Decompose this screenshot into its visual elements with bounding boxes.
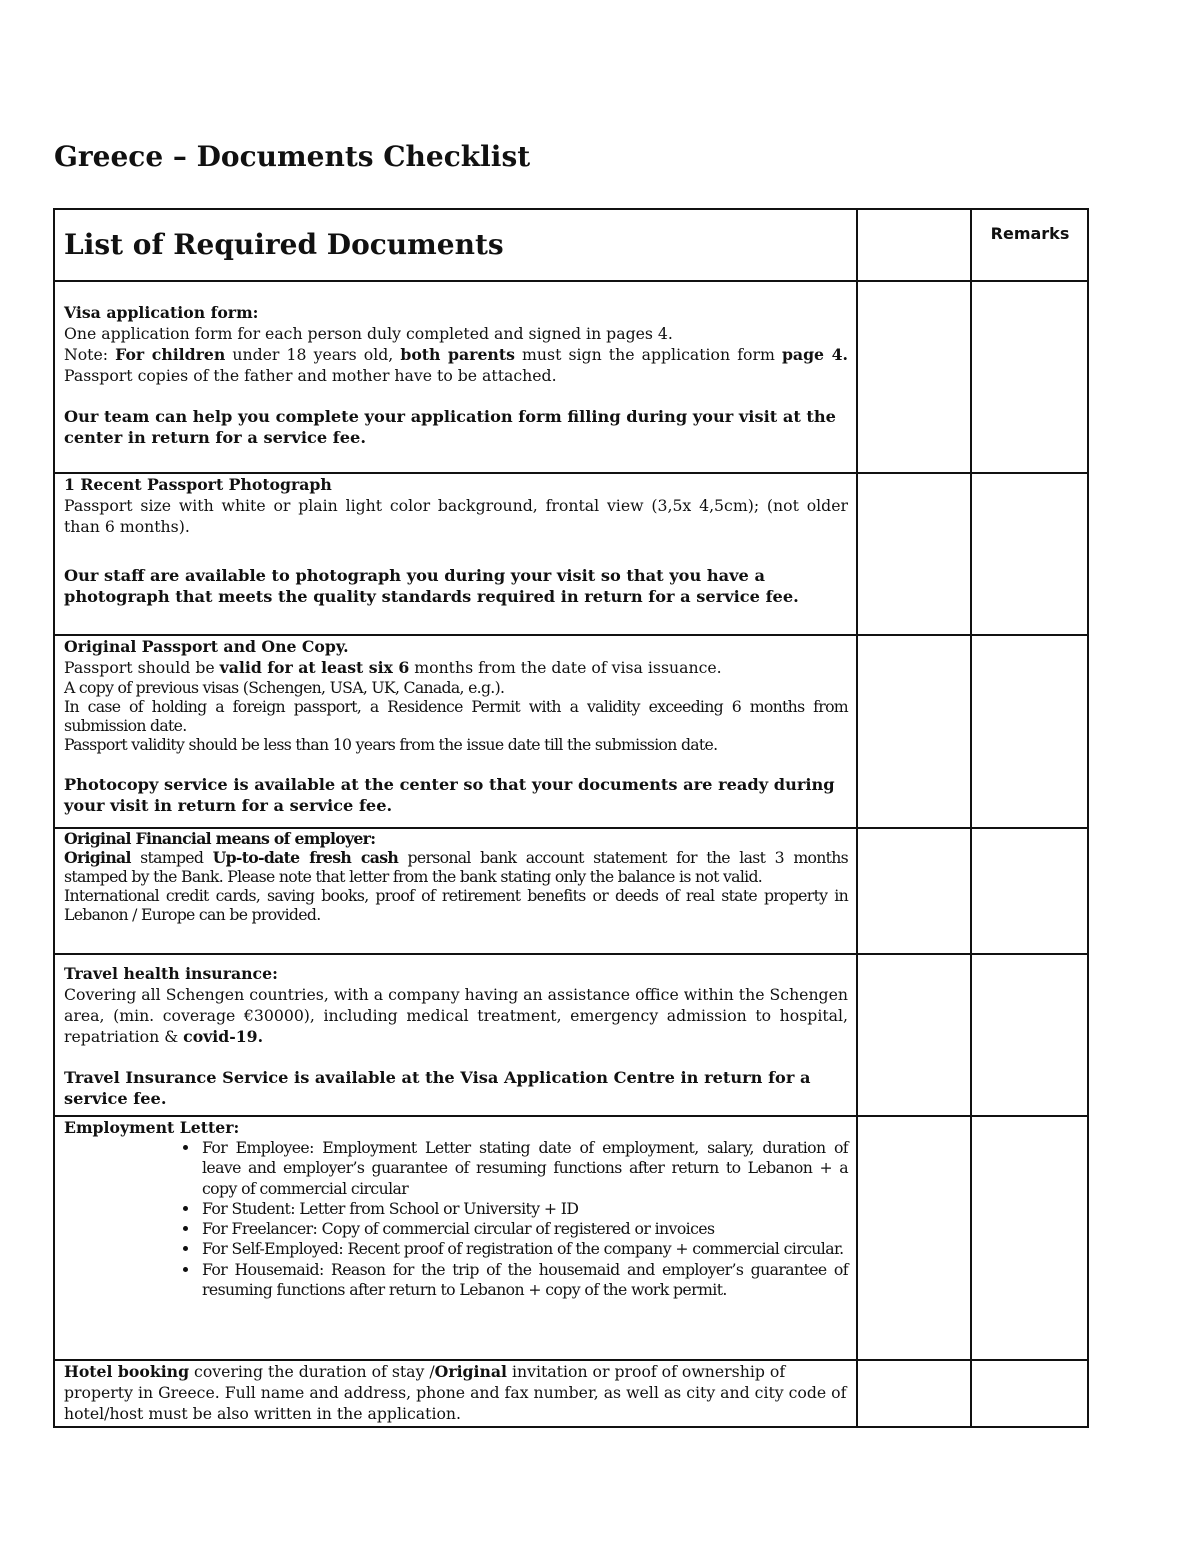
page-title: Greece – Documents Checklist [54,140,531,173]
table-row [54,954,1088,1116]
remarks-cell[interactable] [971,828,1088,954]
list-item: • For Employee: Employment Letter stating date of employment, salary, duration of leave and employer’s guarantee of resuming functions after return to Lebanon + a copy of commercial circular [200,1138,848,1199]
check-cell[interactable] [857,473,971,635]
insurance-item [54,954,857,1116]
check-cell[interactable] [857,1360,971,1427]
check-cell[interactable] [857,828,971,954]
remarks-column-header: Remarks [971,209,1088,281]
table-row [54,1360,1088,1427]
list-item: • For Student: Letter from School or University + ID [200,1199,848,1219]
item-note: Note: For children under 18 years old, both parents must sign the application form page 4. Passport copies of the father and mother have to be attached. [64,345,849,385]
list-item: • For Housemaid: Reason for the trip of the housemaid and employer’s guarantee of resuming functions after return to Lebanon + copy of the work permit. [200,1260,848,1301]
item-text: Covering all Schengen countries, with a company having an assistance office within the Schengen area, (min. coverage €30000), including medical treatment, emergency admission to hospital, repatriation & covid-19. [64,985,848,1046]
item-title: 1 Recent Passport Photograph [64,475,332,494]
check-cell[interactable] [857,281,971,473]
check-column-header [857,209,971,281]
item-text: One application form for each person duly completed and signed in pages 4. [64,324,673,343]
check-cell[interactable] [857,1116,971,1360]
photo-item [54,473,857,635]
employment-bullet-list [64,1138,848,1300]
passport-item [54,635,857,828]
service-note: Our team can help you complete your application form filling during your visit at the center in return for a service fee. [64,407,836,447]
remarks-cell[interactable] [971,281,1088,473]
list-item: • For Self-Employed: Recent proof of registration of the company + commercial circular. [200,1239,848,1259]
table-row [54,635,1088,828]
hotel-item [54,1360,857,1427]
item-text: Hotel booking covering the duration of stay /Original invitation or proof of ownership of property in Greece. Full name and address, phone and fax number, as well as city and city code of hotel/host must be also written in the application. [64,1362,847,1423]
item-title: Visa application form: [64,303,259,322]
table-row [54,473,1088,635]
employment-item [54,1116,857,1360]
item-text: Passport size with white or plain light color background, frontal view (3,5x 4,5cm); (not older than 6 months). [64,496,848,536]
documents-column-header: List of Required Documents [54,209,857,281]
item-text: International credit cards, saving books, proof of retirement benefits or deeds of real state property in Lebanon / Europe can be provided. [64,886,848,924]
item-text: A copy of previous visas (Schengen, USA, UK, Canada, e.g.). [64,678,505,697]
table-row [54,828,1088,954]
service-note: Travel Insurance Service is available at the Visa Application Centre in return for a service fee. [64,1068,811,1108]
item-text: Original stamped Up-to-date fresh cash personal bank account statement for the last 3 months stamped by the Bank. Please note that letter from the bank stating only the balance is not valid. [64,848,848,886]
service-note: Our staff are available to photograph you during your visit so that you have a photograph that meets the quality standards required in return for a service fee. [64,566,799,606]
item-text: Passport should be valid for at least six 6 months from the date of visa issuance. [64,658,722,677]
item-title: Original Financial means of employer: [64,829,376,848]
item-text: In case of holding a foreign passport, a Residence Permit with a validity exceeding 6 months from submission date. [64,697,848,735]
list-item: • For Freelancer: Copy of commercial circular of registered or invoices [200,1219,848,1239]
visa-form-item [54,281,857,473]
check-cell[interactable] [857,635,971,828]
table-row [54,281,1088,473]
table-header-row [54,209,1088,281]
documents-checklist-table [53,208,1089,1428]
item-text: Passport validity should be less than 10 years from the issue date till the submission date. [64,735,718,754]
service-note: Photocopy service is available at the center so that your documents are ready during your visit in return for a service fee. [64,775,835,815]
check-cell[interactable] [857,954,971,1116]
item-title: Employment Letter: [64,1118,240,1137]
remarks-cell[interactable] [971,473,1088,635]
table-row [54,1116,1088,1360]
remarks-cell[interactable] [971,1116,1088,1360]
item-title: Original Passport and One Copy. [64,637,349,656]
remarks-cell[interactable] [971,1360,1088,1427]
item-title: Travel health insurance: [64,964,278,983]
remarks-cell[interactable] [971,635,1088,828]
remarks-cell[interactable] [971,954,1088,1116]
financial-item [54,828,857,954]
